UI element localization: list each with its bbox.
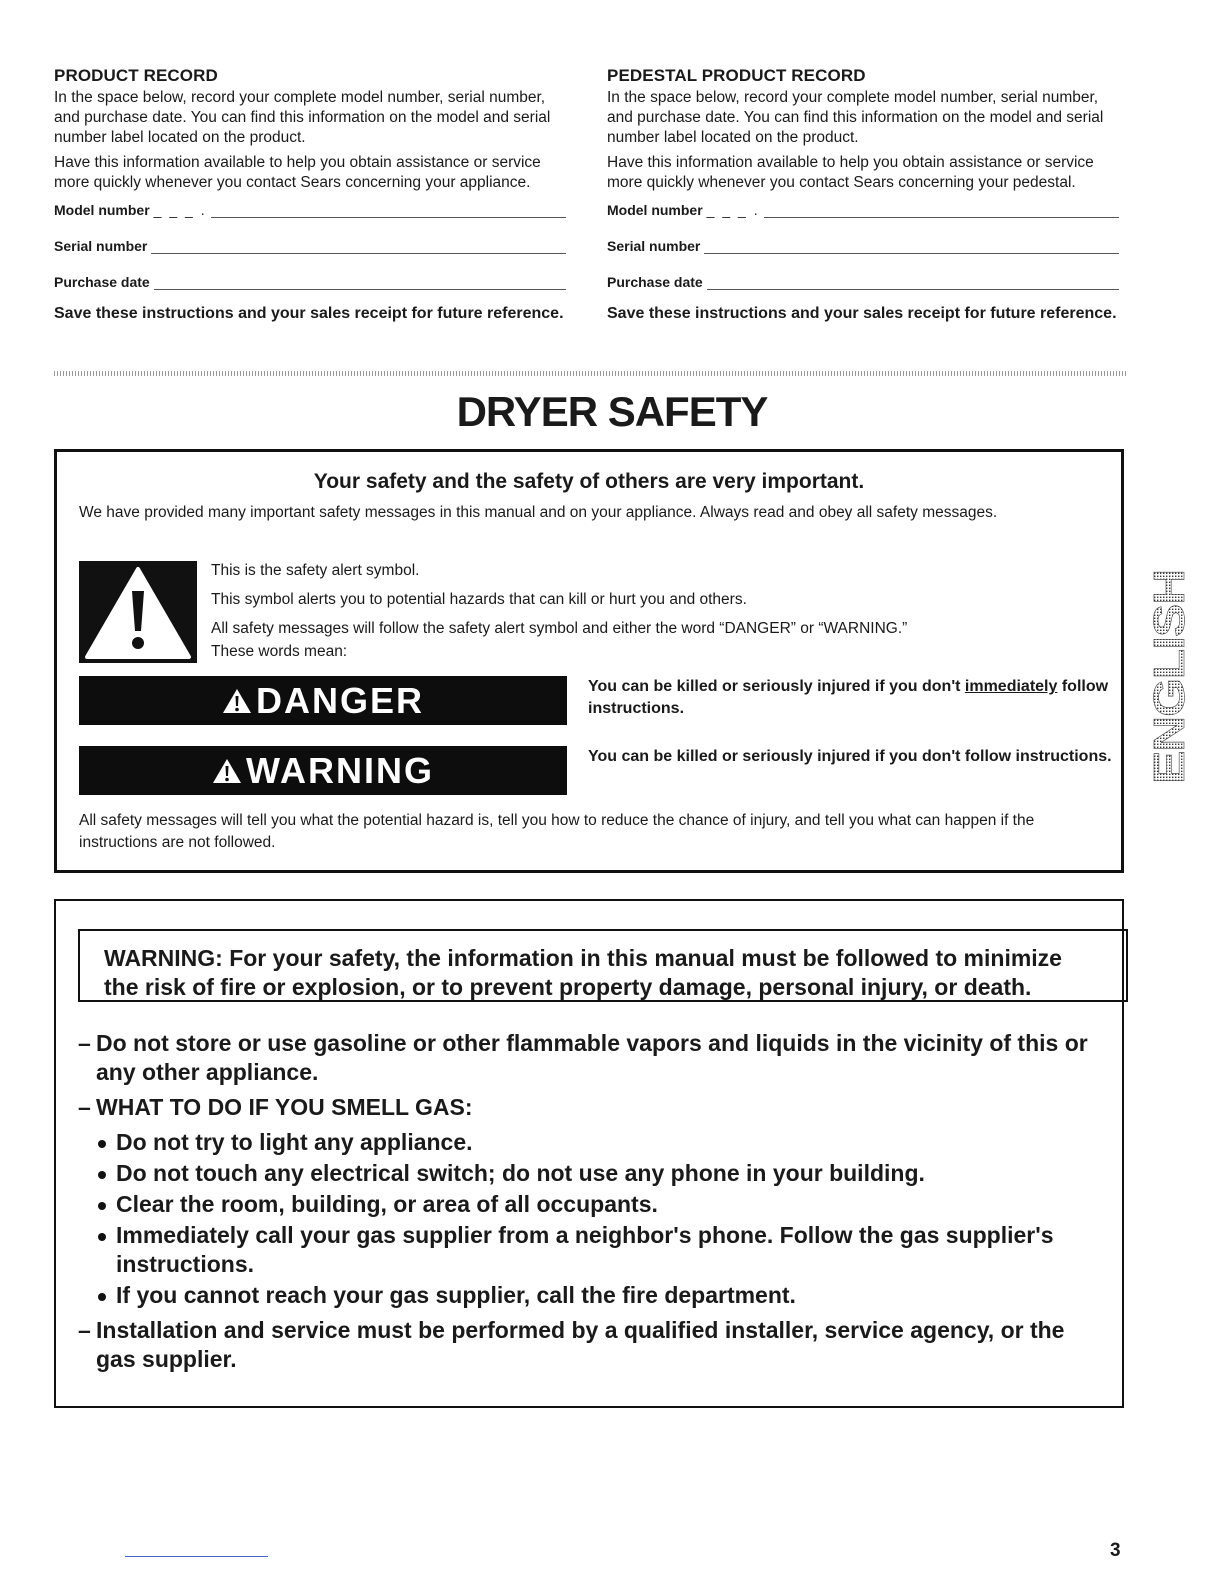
gas-instruction-storage	[78, 1029, 1108, 1087]
safety-box-heading: Your safety and the safety of others are very important.	[313, 470, 865, 493]
product-model-number-prefix: _ _ _ .	[153, 202, 207, 218]
language-side-tab	[1145, 566, 1194, 788]
product-model-number-line	[211, 203, 566, 218]
smell-gas-bullet-4: Immediately call your gas supplier from a neighbor's phone. Follow the gas supplier's instructions.	[96, 1221, 1108, 1279]
dotted-divider	[54, 371, 1126, 376]
gas-warning-statement	[78, 929, 1128, 1002]
pedestal-model-number-field[interactable]	[607, 198, 1119, 218]
product-save-note: Save these instructions and your sales receipt for future reference.	[54, 305, 564, 322]
pedestal-purchase-date-line	[707, 275, 1119, 290]
danger-signal-bar	[79, 676, 567, 725]
smell-gas-bullets	[96, 1128, 1108, 1310]
footer-rule	[125, 1556, 268, 1557]
product-record-paragraph-1: In the space below, record your complete model number, serial number, and purchase date. You can find this information on the model and serial number label located on the product.	[54, 89, 551, 146]
dash-marker: –	[78, 1094, 91, 1120]
pedestal-model-number-line	[764, 203, 1119, 218]
product-model-number-field[interactable]	[54, 198, 566, 218]
smell-gas-bullet-1: Do not try to light any appliance.	[96, 1128, 1108, 1157]
gas-warning-line-1: WARNING: For your safety, the information in this manual must be followed to minimize	[104, 945, 1062, 971]
page-title: DRYER SAFETY	[456, 388, 768, 435]
danger-text-after: follow instructions.	[588, 678, 1109, 717]
symbol-line-3: All safety messages will follow the safety alert symbol and either the word “DANGER” or “WARNING.”	[211, 620, 908, 637]
gas-instruction-storage-text: Do not store or use gasoline or other flammable vapors and liquids in the vicinity of this or any other appliance.	[96, 1030, 1088, 1085]
smell-gas-bullet-3: Clear the room, building, or area of all occupants.	[96, 1190, 1108, 1219]
gas-instruction-smell-gas	[78, 1093, 1108, 1122]
danger-text-emphasis: immediately	[964, 678, 1058, 695]
product-serial-number-line	[151, 239, 566, 254]
pedestal-model-number-prefix: _ _ _ .	[706, 202, 760, 218]
gas-warning-line-2: the risk of fire or explosion, or to prevent property damage, personal injury, or death.	[104, 974, 1032, 1000]
product-record-section	[54, 66, 566, 324]
pedestal-record-paragraph-2: Have this information available to help you obtain assistance or service more quickly whenever you contact Sears concerning your pedestal.	[607, 154, 1094, 191]
pedestal-purchase-date-field[interactable]	[607, 270, 1119, 290]
language-tab-label: ENGLISH	[1145, 595, 1194, 784]
gas-instruction-installation-text: Installation and service must be performed by a qualified installer, service agency, or the gas supplier.	[96, 1317, 1065, 1372]
safety-alert-symbol-icon	[79, 561, 197, 663]
safety-symbol-explanation	[211, 560, 1091, 663]
danger-alert-icon	[222, 687, 252, 715]
pedestal-model-number-label: Model number	[607, 202, 703, 218]
dash-marker: –	[78, 1030, 91, 1056]
page-number: 3	[1110, 1540, 1121, 1561]
gas-instruction-installation	[78, 1316, 1108, 1374]
safety-box-outro: All safety messages will tell you what the potential hazard is, tell you how to reduce the chance of injury, and tell you what can happen if the instructions are not followed.	[79, 812, 1035, 851]
smell-gas-bullet-2: Do not touch any electrical switch; do not use any phone in your building.	[96, 1159, 1108, 1188]
pedestal-record-heading: PEDESTAL PRODUCT RECORD	[607, 66, 866, 85]
product-model-number-label: Model number	[54, 202, 150, 218]
product-serial-number-field[interactable]	[54, 234, 566, 254]
warning-label: WARNING	[246, 749, 434, 791]
gas-warning-box	[54, 899, 1124, 1408]
product-record-heading: PRODUCT RECORD	[54, 66, 218, 85]
danger-text-before: You can be killed or seriously injured if you don't	[588, 678, 965, 695]
safety-messages-box	[54, 449, 1124, 873]
symbol-line-4: These words mean:	[211, 643, 348, 660]
pedestal-serial-number-field[interactable]	[607, 234, 1119, 254]
pedestal-record-paragraph-1: In the space below, record your complete model number, serial number, and purchase date. You can find this information on the model and serial number label located on the product.	[607, 89, 1104, 146]
product-purchase-date-line	[154, 275, 566, 290]
danger-description	[588, 676, 1118, 720]
warning-alert-icon	[212, 757, 242, 785]
danger-label: DANGER	[255, 679, 424, 721]
pedestal-serial-number-label: Serial number	[607, 238, 701, 254]
symbol-line-2: This symbol alerts you to potential hazards that can kill or hurt you and others.	[211, 591, 747, 608]
warning-description: You can be killed or seriously injured if you don't follow instructions.	[588, 748, 1112, 765]
dash-marker: –	[78, 1317, 91, 1343]
product-purchase-date-label: Purchase date	[54, 274, 150, 290]
gas-instructions-list	[78, 1029, 1108, 1380]
warning-signal-bar	[79, 746, 567, 795]
pedestal-record-section	[607, 66, 1119, 324]
safety-box-intro: We have provided many important safety messages in this manual and on your appliance. Always read and obey all safety messages.	[79, 504, 998, 521]
pedestal-serial-number-line	[704, 239, 1119, 254]
pedestal-save-note: Save these instructions and your sales receipt for future reference.	[607, 305, 1117, 322]
gas-instruction-smell-gas-text: WHAT TO DO IF YOU SMELL GAS:	[96, 1094, 473, 1120]
pedestal-purchase-date-label: Purchase date	[607, 274, 703, 290]
smell-gas-bullet-5: If you cannot reach your gas supplier, call the fire department.	[96, 1281, 1108, 1310]
symbol-line-1: This is the safety alert symbol.	[211, 562, 420, 579]
product-serial-number-label: Serial number	[54, 238, 148, 254]
product-record-paragraph-2: Have this information available to help you obtain assistance or service more quickly whenever you contact Sears concerning your appliance.	[54, 154, 541, 191]
product-purchase-date-field[interactable]	[54, 270, 566, 290]
